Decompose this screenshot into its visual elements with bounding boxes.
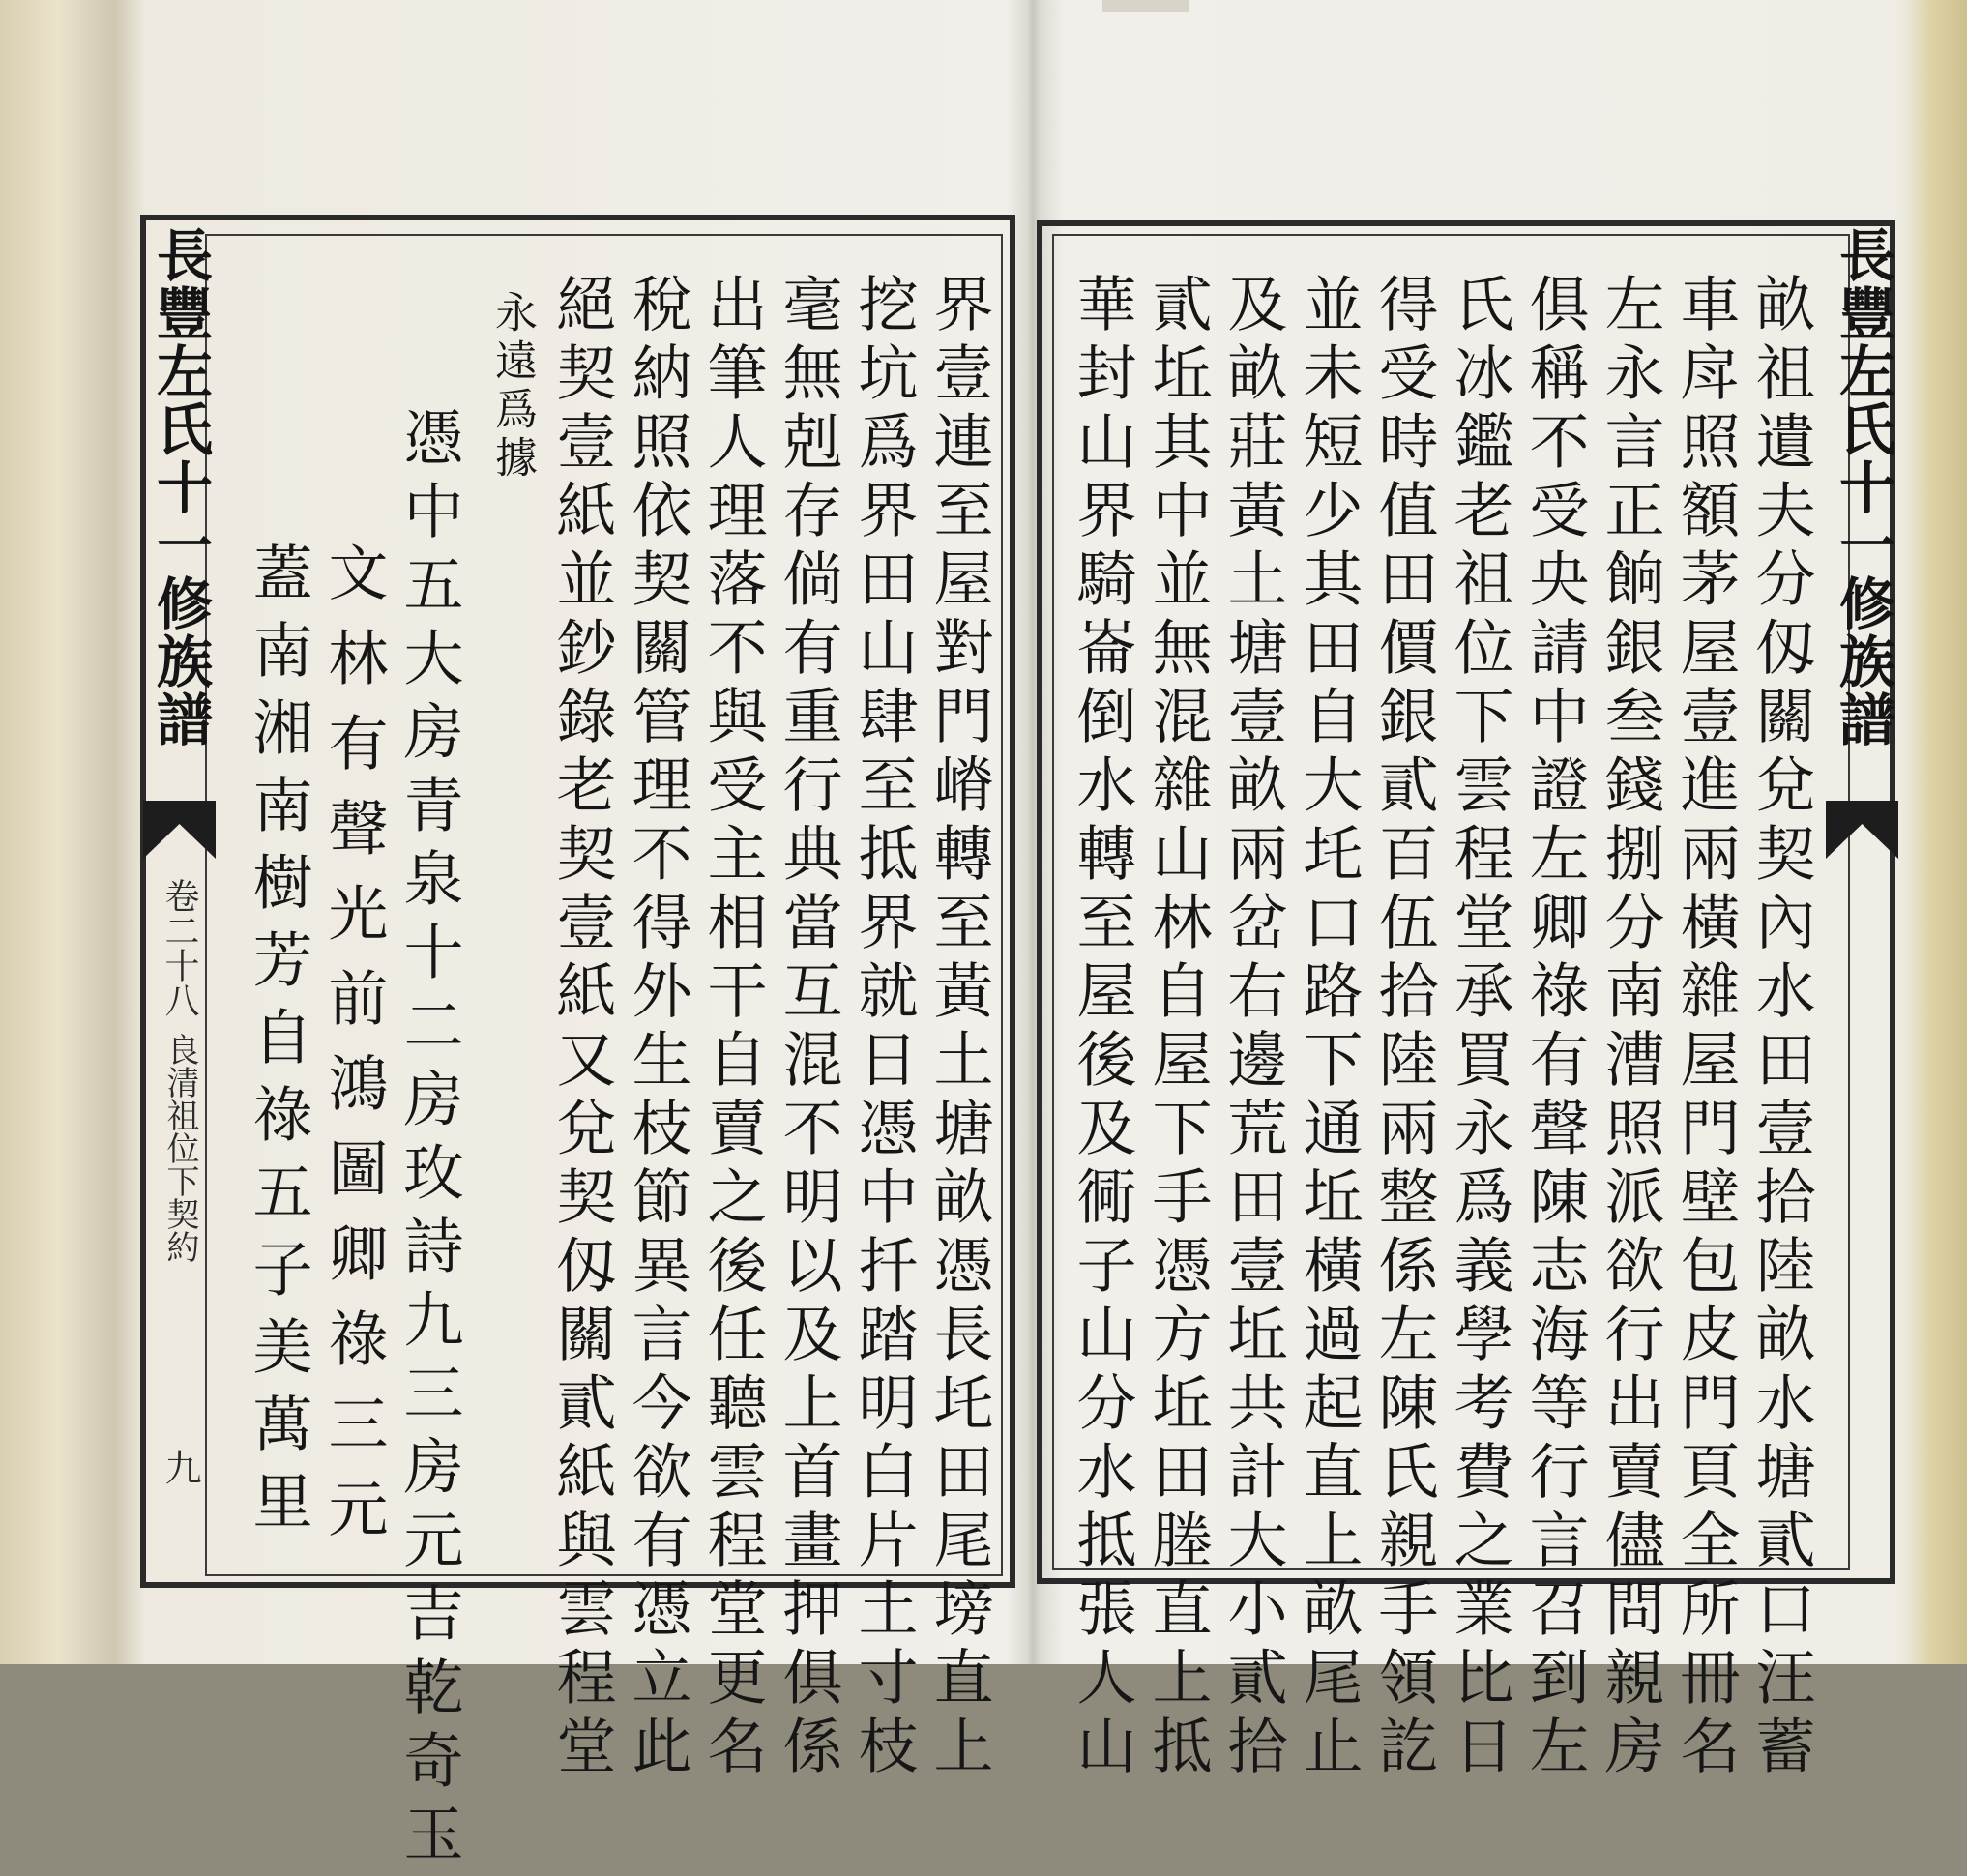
text-column: 俱稱不受央請中證左卿祿有聲陳志海等行言召到左 [1519, 273, 1590, 1783]
witness-column: 憑中五大房青泉十二房玫詩九三房元吉乾奇玉 [394, 406, 464, 1876]
fish-tail-mark [143, 801, 216, 859]
text-column: 氏冰鑑老祖位下雲程堂承買永爲義學考費之業比日 [1444, 273, 1514, 1783]
text-column: 永遠爲據 [487, 290, 537, 484]
ink-mark [1102, 0, 1189, 12]
text-column: 絕契壹紙並鈔錄老契壹紙又兌契仭關貳紙與雲程堂 [546, 273, 617, 1783]
text-column: 華封山界騎崙倒水轉至屋後及衕子山分水抵張人山 [1067, 273, 1137, 1783]
text-column: 出筆人理落不與受主相干自賣之後任聽雲程堂更名 [697, 273, 768, 1783]
left-page-header-title: 長豐左氏十一修族譜 [147, 226, 213, 748]
page-number: 九 [159, 1449, 201, 1485]
text-column: 界壹連至屋對門嵴轉至黃土塘畝憑長圫田尾塝直上 [924, 273, 994, 1783]
fish-tail-mark [1826, 801, 1898, 859]
text-column: 挖坑爲界田山肆至抵界就日憑中扦踏明白片土寸枝 [848, 273, 919, 1783]
right-page-margin-strip [1826, 220, 1898, 1584]
text-column: 左永言正餉銀叁錢捌分南漕照派欲行出賣儘問親房 [1595, 273, 1665, 1783]
left-page-margin-strip [143, 220, 216, 1584]
page-edge-right [1910, 0, 1967, 1664]
section-label: 良清祖位下契約 [161, 1033, 199, 1263]
right-page-header-title: 長豐左氏十一修族譜 [1830, 226, 1895, 748]
page-edge-left [0, 0, 145, 1664]
text-column: 畝祖遺夫分仭關兌契內水田壹拾陸畝水塘貳口汪蓄 [1746, 273, 1816, 1783]
text-column: 並未短少其田自大圫口路下通坵橫過起直上畝尾止 [1293, 273, 1364, 1783]
text-column: 得受時值田價銀貳百伍拾陸兩整係左陳氏親手領訖 [1368, 273, 1439, 1783]
text-column: 車戽照額茅屋壹進兩橫雜屋門壁包皮門頁全所冊名 [1670, 273, 1741, 1783]
witness-column: 文林有聲光前鴻圖卿祿三元 [318, 542, 389, 1563]
text-column: 毫無剋存倘有重行典當互混不明以及上首畫押俱係 [773, 273, 843, 1783]
volume-label: 卷二十八 [160, 878, 199, 1017]
witness-column: 蓋南湘南樹芳自祿五子美萬里 [243, 542, 313, 1547]
text-column: 稅納照依契關管理不得外生枝節異言今欲有憑立此 [622, 273, 692, 1783]
text-column: 及畝莊黃土塘壹畝兩岔右邊荒田壹坵共計大小貳拾 [1218, 273, 1288, 1783]
text-column: 貳坵其中並無混雜山林自屋下手憑方坵田塍直上抵 [1142, 273, 1213, 1783]
